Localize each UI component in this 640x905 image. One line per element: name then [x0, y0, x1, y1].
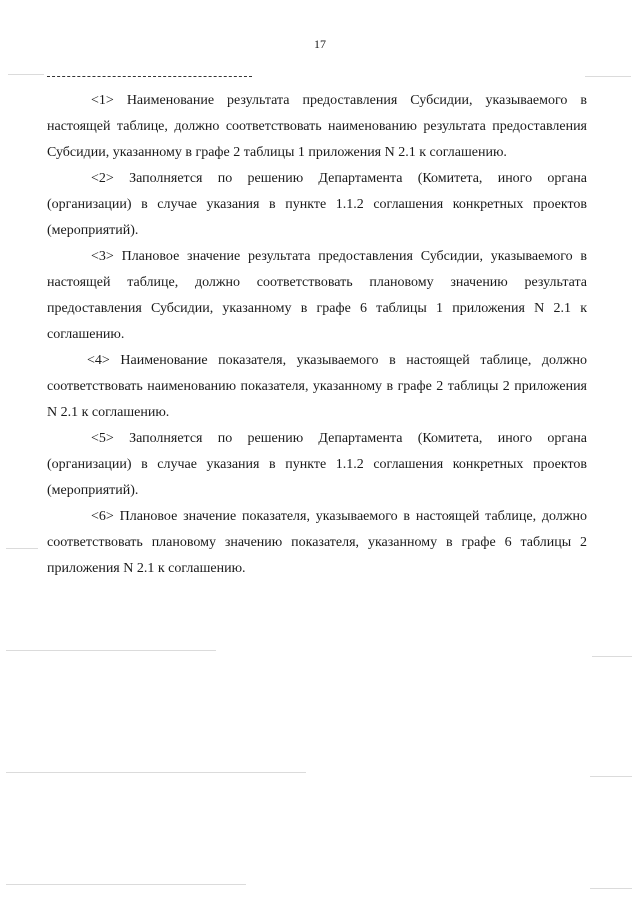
footnote-3 [47, 244, 587, 348]
scan-artifact [592, 656, 632, 657]
footnote-6 [47, 504, 587, 582]
footnote-4 [47, 348, 587, 426]
footnote-1 [47, 88, 587, 166]
footnote-marker: <3> [91, 249, 114, 264]
footnote-separator [47, 76, 252, 77]
page-number: 17 [314, 37, 326, 51]
scan-artifact [590, 888, 632, 889]
scan-artifact [8, 74, 44, 75]
footnote-marker: <2> [91, 171, 114, 186]
footnote-text: Плановое значение результата предоставления Субсидии, указываемого в настоящей таблице, должно соответствовать плановому значению результата предоставления Субсидии, указанному в графе 6 таблицы 1 приложения N 2.1 к соглашению. [47, 249, 588, 342]
footnote-marker: <1> [91, 93, 114, 108]
footnote-text: Наименование результата предоставления Субсидии, указываемого в настоящей таблице, должно соответствовать наименованию результата предоставления Субсидии, указанному в графе 2 таблицы 1 приложения N 2.1 к соглашению. [47, 93, 588, 160]
footnote-text: Заполняется по решению Департамента (Комитета, иного органа (организации) в случае указания в пункте 1.1.2 соглашения конкретных проектов (мероприятий). [47, 431, 588, 498]
footnotes [47, 88, 587, 582]
footnote-5 [47, 426, 587, 504]
scan-artifact [6, 650, 216, 651]
footnote-text: Заполняется по решению Департамента (Комитета, иного органа (организации) в случае указания в пункте 1.1.2 соглашения конкретных проектов (мероприятий). [47, 171, 588, 238]
footnote-marker: <5> [91, 431, 114, 446]
scan-artifact [6, 772, 306, 773]
scan-artifact [590, 776, 632, 777]
scan-artifact [6, 548, 38, 549]
footnote-marker: <6> [91, 509, 114, 524]
footnote-marker: <4> [87, 353, 110, 368]
scan-artifact [6, 884, 246, 885]
footnote-2 [47, 166, 587, 244]
footnote-text: Плановое значение показателя, указываемого в настоящей таблице, должно соответствовать плановому значению показателя, указанному в графе 6 таблицы 2 приложения N 2.1 к соглашению. [47, 509, 588, 576]
footnote-text: Наименование показателя, указываемого в настоящей таблице, должно соответствовать наименованию показателя, указанному в графе 2 таблицы 2 приложения N 2.1 к соглашению. [47, 353, 587, 420]
scan-artifact [585, 76, 631, 77]
